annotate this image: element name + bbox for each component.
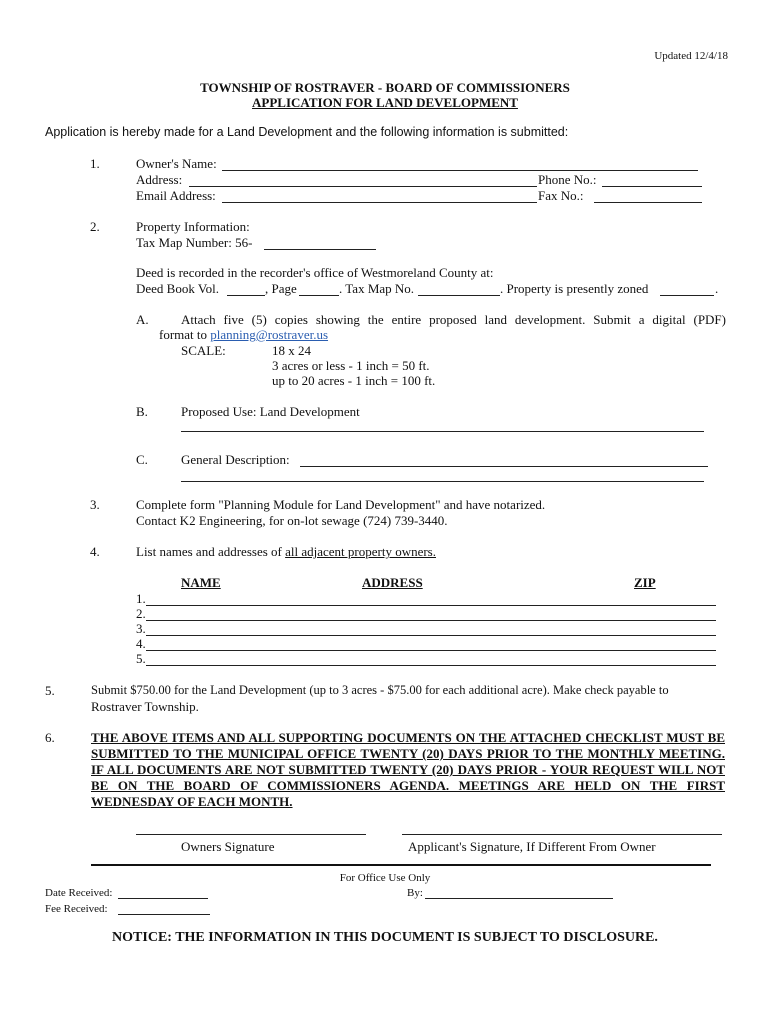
owner-row-number: 3. (136, 621, 146, 636)
owner-row-field[interactable] (146, 635, 716, 636)
tax-map-no-label: . Tax Map No. (339, 281, 415, 296)
tax-map-field[interactable] (264, 249, 376, 250)
address-label: Address: (136, 172, 183, 187)
intro-text: Application is hereby made for a Land Development and the following information is submitted: (45, 125, 569, 139)
by-field[interactable] (425, 898, 613, 899)
adjacent-owners-emphasis: all adjacent property owners. (285, 544, 436, 559)
applicant-signature-label: Applicant's Signature, If Different From Owner (408, 839, 656, 854)
col-name: NAME (181, 575, 221, 590)
general-description-label: General Description: (181, 452, 290, 467)
tax-map-label: Tax Map Number: 56- (136, 235, 253, 250)
owner-row-number: 5. (136, 651, 146, 666)
format-label: format to (159, 327, 208, 342)
sub-letter: C. (136, 452, 148, 467)
item-number: 3. (90, 497, 100, 512)
page-field[interactable] (299, 295, 339, 296)
office-divider (91, 864, 711, 866)
item-number: 1. (90, 156, 100, 171)
owner-name-field[interactable] (222, 170, 698, 171)
zoned-label: . Property is presently zoned (500, 281, 649, 296)
col-address: ADDRESS (362, 575, 423, 590)
scale-small: 3 acres or less - 1 inch = 50 ft. (272, 358, 430, 373)
phone-label: Phone No.: (538, 172, 597, 187)
attach-copies-text: Attach five (5) copies showing the entire proposed land development. Submit a digital (PDF) (181, 312, 726, 327)
sub-letter: B. (136, 404, 148, 419)
owner-row-field[interactable] (146, 620, 716, 621)
format-text (159, 327, 328, 343)
item-number: 5. (45, 683, 55, 698)
planning-module-text: Complete form "Planning Module for Land Development" and have notarized. (136, 497, 546, 512)
col-zip: ZIP (634, 575, 656, 590)
disclosure-notice: NOTICE: THE INFORMATION IN THIS DOCUMENT IS SUBJECT TO DISCLOSURE. (112, 930, 658, 945)
deed-book-field[interactable] (227, 295, 265, 296)
item-number: 4. (90, 544, 100, 559)
zoned-field[interactable] (660, 295, 714, 296)
proposed-use-text: Proposed Use: Land Development (181, 404, 360, 419)
email-label: Email Address: (136, 188, 216, 203)
owner-row-number: 4. (136, 636, 146, 651)
owner-row-number: 2. (136, 606, 146, 621)
scale-size: 18 x 24 (272, 343, 311, 358)
date-received-field[interactable] (118, 898, 208, 899)
payable-to-text: Rostraver Township. (91, 699, 199, 714)
owner-row-field[interactable] (146, 665, 716, 666)
period: . (715, 281, 719, 296)
general-description-field[interactable] (300, 466, 708, 467)
applicant-signature-field[interactable] (402, 834, 722, 835)
adjacent-owners-text (136, 544, 436, 560)
fee-text: Submit $750.00 for the Land Development (up to 3 acres - $75.00 for each additional acre). Make check payable to (91, 683, 669, 697)
phone-field[interactable] (602, 186, 702, 187)
fee-received-label: Fee Received: (45, 903, 108, 915)
k2-contact-text: Contact K2 Engineering, for on-lot sewage (724) 739-3440. (136, 513, 448, 528)
deed-book-label: Deed Book Vol. (136, 281, 219, 296)
tax-map-no-field[interactable] (418, 295, 500, 296)
date-received-label: Date Received: (45, 887, 113, 899)
address-field[interactable] (189, 186, 537, 187)
planning-email-link[interactable]: planning@rostraver.us (210, 327, 329, 342)
owner-row-field[interactable] (146, 605, 716, 606)
owner-signature-label: Owners Signature (181, 839, 275, 854)
owner-signature-field[interactable] (136, 834, 366, 835)
page-label: , Page (265, 281, 297, 296)
office-use-title: For Office Use Only (339, 872, 431, 884)
sub-letter: A. (136, 312, 149, 327)
submission-deadline-notice: THE ABOVE ITEMS AND ALL SUPPORTING DOCUMENTS ON THE ATTACHED CHECKLIST MUST BE SUBMITTED TO THE MUNICIPAL OFFICE TWENTY (20) DAYS PRIOR TO THE MONTHLY MEETING. IF ALL DOCUMENTS ARE NOT SUBMITTED TWENTY (20) DAYS PRIOR - YOUR REQUEST WILL NOT BE ON THE BOARD OF COMMISSIONERS AGENDA. MEETINGS ARE HELD ON THE FIRST WEDNESDAY OF EACH MONTH. (91, 730, 725, 809)
general-description-field-2[interactable] (181, 481, 704, 482)
deed-recorded-text: Deed is recorded in the recorder's office of Westmoreland County at: (136, 265, 494, 280)
owner-row-field[interactable] (146, 650, 716, 651)
proposed-use-field[interactable] (181, 431, 704, 432)
fax-label: Fax No.: (538, 188, 584, 203)
page-subtitle: APPLICATION FOR LAND DEVELOPMENT (252, 95, 518, 110)
owner-name-label: Owner's Name: (136, 156, 217, 171)
item-number: 2. (90, 219, 100, 234)
fee-received-field[interactable] (118, 914, 210, 915)
adjacent-owners-label: List names and addresses of (136, 544, 286, 559)
item-number: 6. (45, 730, 55, 745)
scale-large: up to 20 acres - 1 inch = 100 ft. (272, 373, 436, 388)
updated-date: Updated 12/4/18 (654, 50, 728, 62)
by-label: By: (407, 887, 423, 899)
owner-row-number: 1. (136, 591, 146, 606)
page-title: TOWNSHIP OF ROSTRAVER - BOARD OF COMMISSIONERS (200, 80, 570, 95)
email-field[interactable] (222, 202, 537, 203)
fax-field[interactable] (594, 202, 702, 203)
property-info-heading: Property Information: (136, 219, 250, 234)
scale-label: SCALE: (181, 343, 226, 358)
